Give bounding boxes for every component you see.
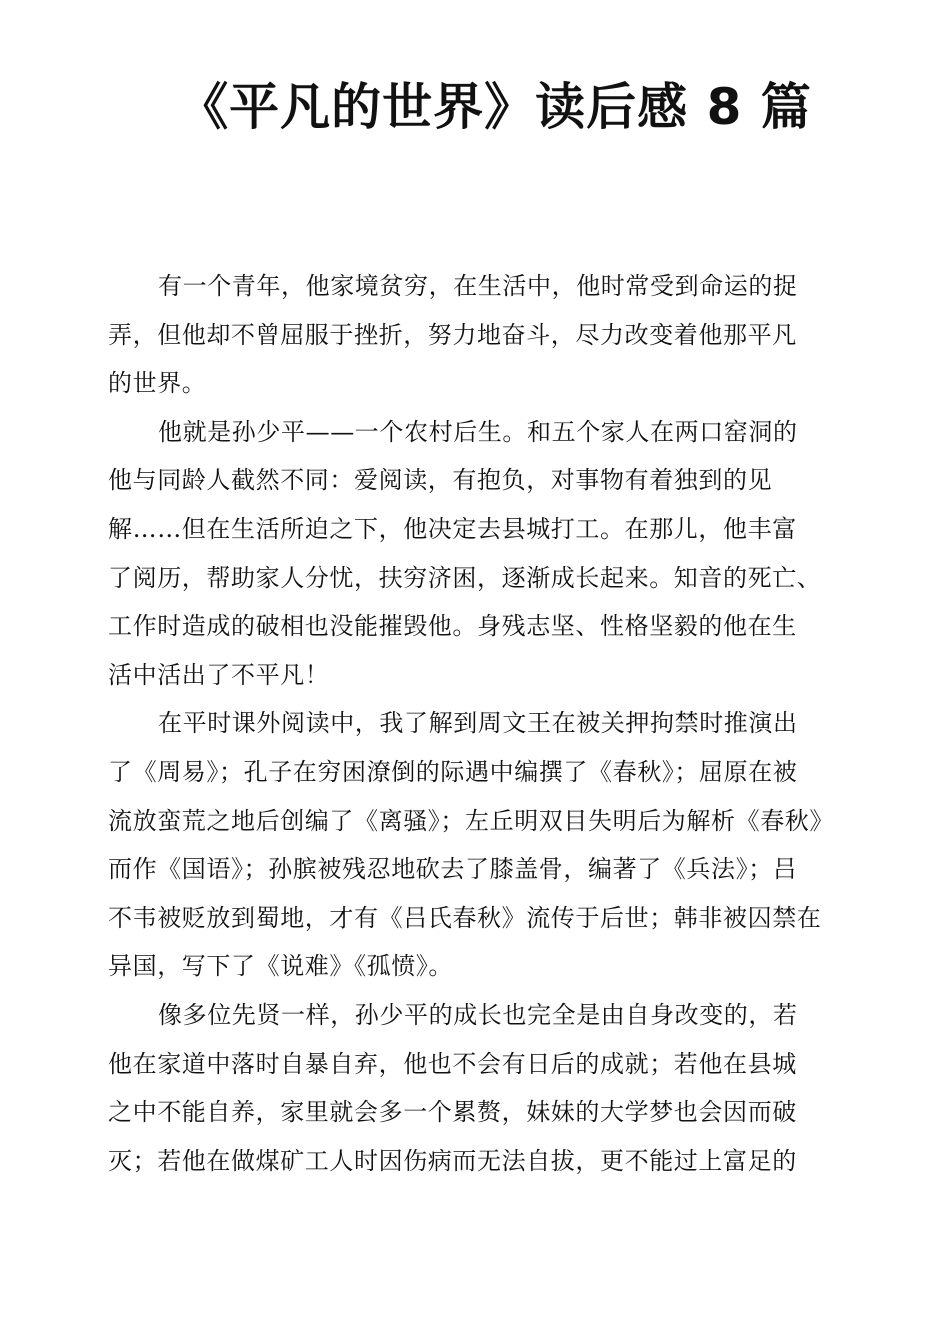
text-line: 的世界。 (108, 369, 207, 398)
text-line: 流放蛮荒之地后创编了《离骚》；左丘明双目失明后为解析《春秋》 (108, 806, 834, 835)
paragraph-4 (108, 991, 853, 1185)
text-line: 像多位先贤一样，孙少平的成长也完全是由自身改变的，若 (158, 1000, 798, 1029)
text-line: 解……但在生活所迫之下，他决定去县城打工。在那儿，他丰富 (108, 514, 797, 543)
text-line: 之中不能自养，家里就会多一个累赘，妹妹的大学梦也会因而破 (108, 1098, 797, 1127)
document-title: 《平凡的世界》读后感 8 篇 (178, 78, 812, 136)
text-line: 弄，但他却不曾屈服于挫折，努力地奋斗，尽力改变着他那平凡 (108, 320, 797, 349)
text-line: 他就是孙少平——一个农村后生。和五个家人在两口窑洞的 (158, 417, 798, 446)
paragraph-1 (108, 262, 853, 408)
text-line: 工作时造成的破相也没能摧毁他。身残志坚、性格坚毅的他在生 (108, 612, 797, 641)
text-line: 而作《国语》；孙膑被残忍地砍去了膝盖骨，编著了《兵法》；吕 (108, 855, 798, 884)
text-line: 他与同龄人截然不同：爱阅读，有抱负，对事物有着独到的见 (108, 466, 773, 495)
text-line: 有一个青年，他家境贫穷，在生活中，他时常受到命运的捉 (158, 272, 798, 300)
text-line: 不韦被贬放到蜀地，才有《吕氏春秋》流传于后世；韩非被囚禁在 (108, 903, 822, 932)
text-line: 他在家道中落时自暴自弃，他也不会有日后的成就；若他在县城 (108, 1049, 797, 1078)
paragraph-3 (108, 699, 853, 991)
paragraph-2 (108, 408, 853, 700)
text-line: 了《周易》；孔子在穷困潦倒的际遇中编撰了《春秋》；屈原在被 (108, 757, 798, 786)
text-line: 在平时课外阅读中，我了解到周文王在被关押拘禁时推演出 (158, 709, 798, 738)
text-line: 活中活出了不平凡！ (108, 660, 330, 689)
text-line: 异国，写下了《说难》《孤愤》。 (108, 952, 453, 981)
text-line: 灭；若他在做煤矿工人时因伤病而无法自拔，更不能过上富足的 (108, 1146, 797, 1175)
text-line: 了阅历，帮助家人分忧，扶穷济困，逐渐成长起来。知音的死亡、 (108, 563, 822, 592)
document-body (108, 262, 853, 1185)
